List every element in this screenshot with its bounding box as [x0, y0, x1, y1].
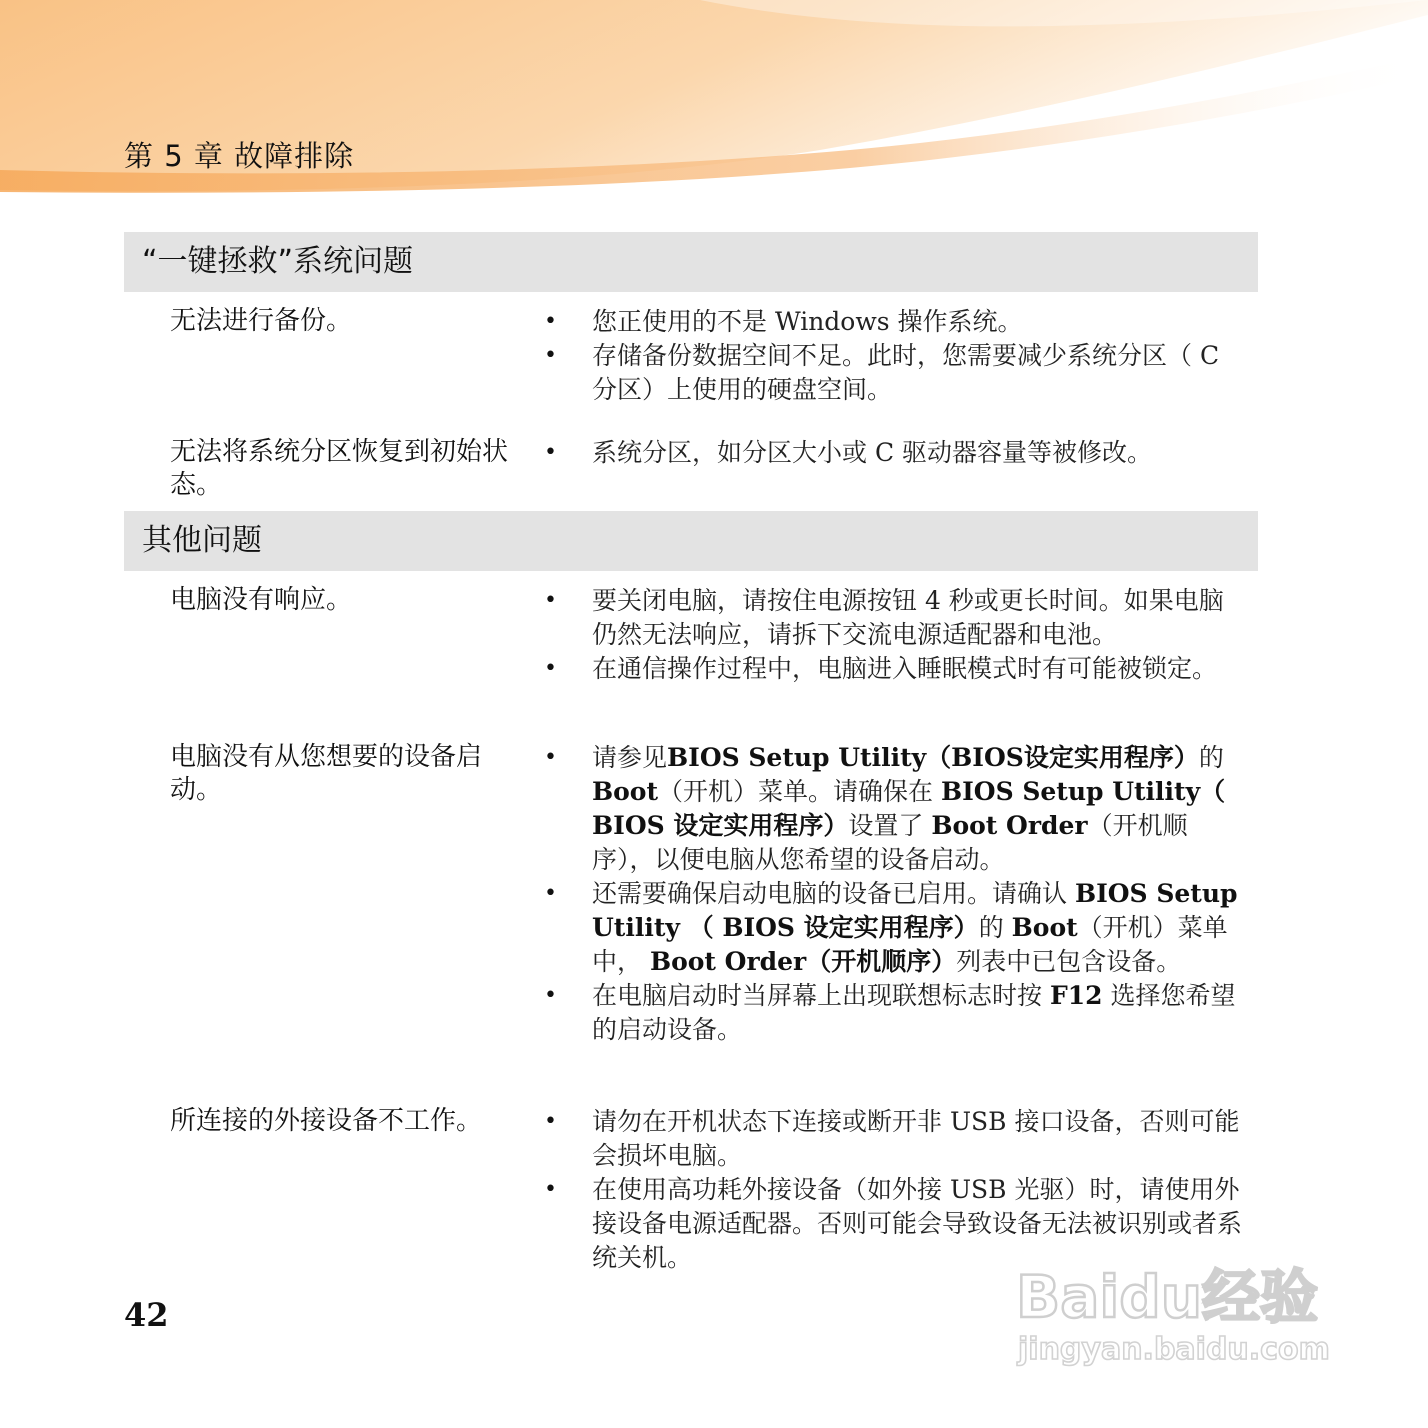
bullet-icon: •	[544, 309, 557, 334]
solution-list	[540, 741, 1245, 1047]
solution-list	[540, 1105, 1245, 1275]
watermark-url: jingyan.baidu.com	[1018, 1332, 1330, 1367]
bullet-icon: •	[544, 588, 557, 613]
bullet-icon: •	[544, 440, 557, 465]
issue-external-device-not-working: 所连接的外接设备不工作。	[170, 1106, 483, 1136]
baidu-jingyan-watermark	[1010, 1255, 1350, 1375]
issue-cannot-backup: 无法进行备份。	[170, 306, 353, 336]
section-header-other-issues: 其他问题	[124, 511, 1258, 571]
bullet-icon: •	[544, 983, 557, 1008]
solution-item: • 要关闭电脑，请按住电源按钮 4 秒或更长时间。如果电脑仍然无法响应，请拆下交流电源适配器和电池。	[544, 586, 1224, 649]
solution-item: • 还需要确保启动电脑的设备已启用。请确认 BIOS Setup Utility （ BIOS 设定实用程序）的 Boot（开机）菜单中， Boot Order（开机顺序）列表中已包含设备。	[544, 879, 1238, 976]
solution-list	[540, 305, 1245, 407]
solution-item: • 在使用高功耗外接设备（如外接 USB 光驱）时，请使用外接设备电源适配器。否则可能会导致设备无法被识别或者系统关机。	[544, 1175, 1243, 1272]
section-header-onekey-recovery: “一键拯救”系统问题	[124, 232, 1258, 292]
bullet-icon: •	[544, 745, 557, 770]
solution-list	[540, 584, 1245, 686]
bullet-icon: •	[544, 1177, 557, 1202]
solution-item: • 系统分区，如分区大小或 C 驱动器容量等被修改。	[540, 436, 1245, 470]
bullet-icon: •	[544, 343, 557, 368]
watermark-brand: Baidu经验	[1016, 1263, 1319, 1331]
solution-item: • 存储备份数据空间不足。此时，您需要减少系统分区（ C 分区）上使用的硬盘空间。	[544, 341, 1220, 404]
bullet-icon: •	[544, 656, 557, 681]
solution-item: • 在电脑启动时当屏幕上出现联想标志时按 F12 选择您希望的启动设备。	[544, 981, 1236, 1044]
solution-item: • 在通信操作过程中，电脑进入睡眠模式时有可能被锁定。	[540, 652, 1245, 686]
bullet-icon: •	[544, 1109, 557, 1134]
issue-computer-not-responding: 电脑没有响应。	[170, 585, 353, 615]
issue-cannot-restore-partition: 无法将系统分区恢复到初始状态。	[170, 437, 509, 500]
page-number: 42	[124, 1296, 169, 1334]
solution-item: • 请参见BIOS Setup Utility（BIOS设定实用程序）的 Boot（开机）菜单。请确保在 BIOS Setup Utility（ BIOS 设定实用程序）设置了 Boot Order（开机顺序），以便电脑从您希望的设备启动。	[544, 743, 1226, 874]
solution-item: • 您正使用的不是 Windows 操作系统。	[540, 305, 1245, 339]
issue-wrong-boot-device: 电脑没有从您想要的设备启动。	[170, 742, 483, 805]
chapter-title: 第 5 章 故障排除	[124, 139, 355, 173]
solution-item: • 请勿在开机状态下连接或断开非 USB 接口设备，否则可能会损坏电脑。	[544, 1107, 1240, 1170]
solution-list	[540, 436, 1245, 470]
bullet-icon: •	[544, 881, 557, 906]
